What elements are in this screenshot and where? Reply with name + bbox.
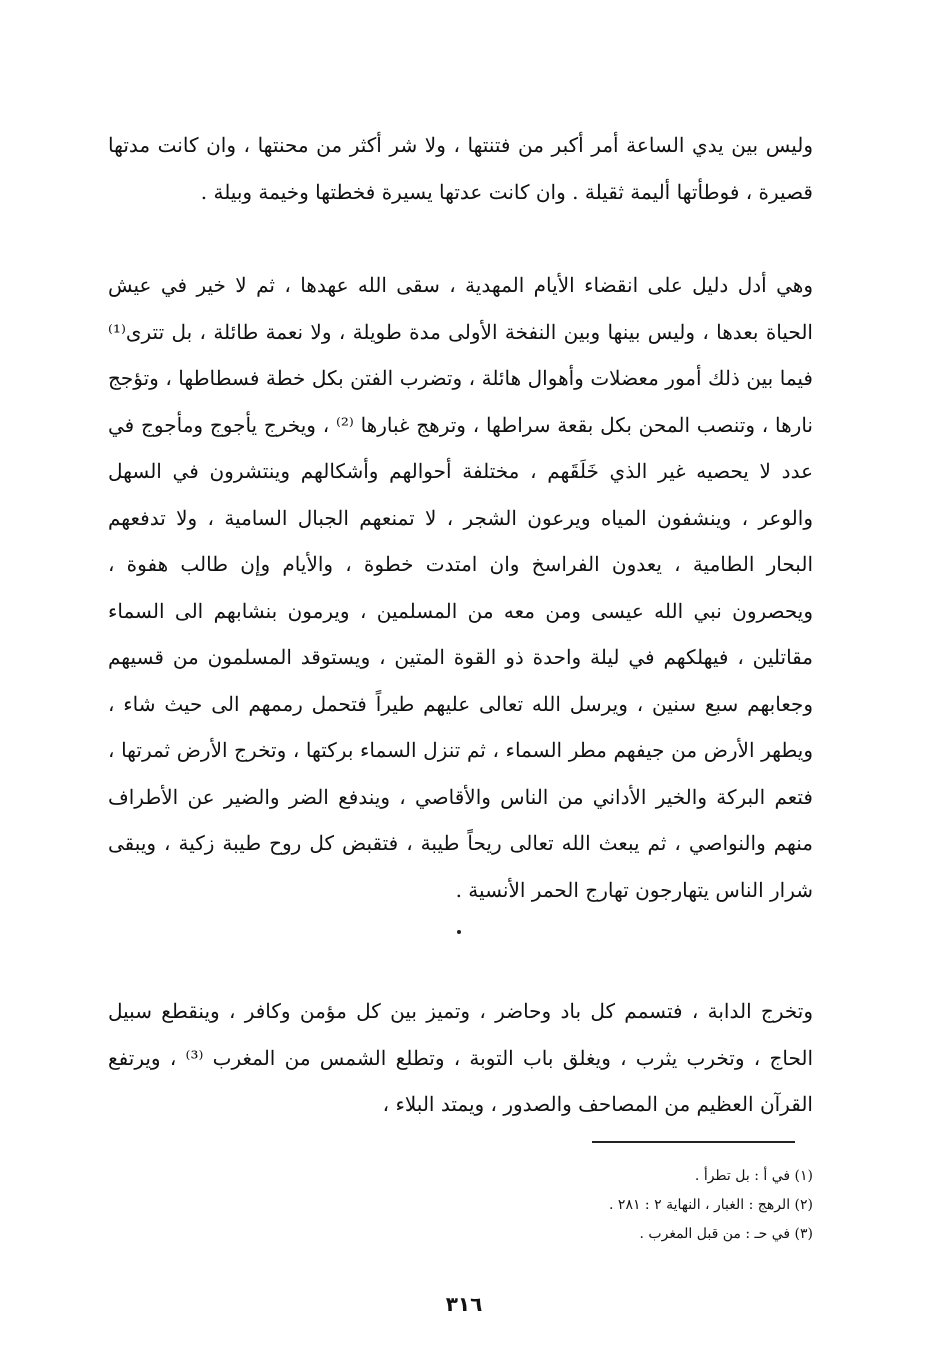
ink-dot <box>457 930 461 934</box>
footnote-2: (٢) الرهج : الغبار ، النهاية ٢ : ٢٨١ . <box>609 1197 813 1213</box>
paragraph-3 <box>108 988 813 1128</box>
footnotes <box>420 1162 813 1249</box>
paragraph-2-text: وهي أدل دليل على انقضاء الأيام المهدية ، سقى الله عهدها ، ثم لا خير في عيش الحياة بعدها ، وليس بينها وبين النفخة الأولى مدة طويلة ، ولا نعمة طائلة ، بل تترى⁽¹⁾ فيما بين ذلك أمور معضلات وأهوال هائلة ، وتضرب الفتن بكل خطة فسطاطها ، وتؤجج نارها ، وتنصب المحن بكل بقعة سراطها ، وترهج غبارها ⁽²⁾ ، ويخرج يأجوج ومأجوج في عدد لا يحصيه غير الذي خَلَقَهم ، مختلفة أحوالهم وأشكالهم وينتشرون في السهل والوعر ، وينشفون المياه ويرعون الشجر ، لا تمنعهم الجبال السامية ، ولا تدفعهم البحار الطامية ، يعدون الفراسخ وان امتدت خطوة ، والأيام وإن طالب هفوة ، ويحصرون نبي الله عيسى ومن معه من المسلمين ، ويرمون بنشابهم الى السماء مقاتلين ، فيهلكهم في ليلة واحدة ذو القوة المتين ، ويستوقد المسلمون من قسيهم وجعابهم سبع سنين ، ويرسل الله تعالى عليهم طيراً فتحمل رممهم الى حيث شاء ، ويطهر الأرض من جيفهم مطر السماء ، ثم تنزل السماء بركتها ، وتخرج الأرض ثمرتها ، فتعم البركة والخير الأداني من الناس والأقاصي ، ويندفع الضر والضير عن الأطراف منهم والنواصي ، ثم يبعث الله تعالى ريحاً طيبة ، فتقبض كل روح طيبة زكية ، ويبقى شرار الناس يتهارجون تهارج الحمر الأنسية . <box>108 273 813 902</box>
footnote-3: (٣) في حـ : من قبل المغرب . <box>639 1226 813 1242</box>
footnote-1: (١) في أ : بل تطرأ . <box>694 1168 813 1184</box>
paragraph-1-text: وليس بين يدي الساعة أمر أكبر من فتنتها ، ولا شر أكثر من محنتها ، وان كانت مدتها قصيرة ، فوطأتها أليمة ثقيلة . وان كانت عدتها يسيرة فخطتها وخيمة وبيلة . <box>108 133 813 204</box>
footnote-divider <box>592 1141 795 1143</box>
page-number: ٣١٦ <box>445 1292 483 1316</box>
paragraph-2 <box>108 262 813 913</box>
paragraph-1 <box>108 122 813 215</box>
paragraph-3-text: وتخرج الدابة ، فتسمم كل باد وحاضر ، وتميز بين كل مؤمن وكافر ، وينقطع سبيل الحاج ، وتخرب يثرب ، ويغلق باب التوبة ، وتطلع الشمس من المغرب ⁽³⁾ ، ويرتفع القرآن العظيم من المصاحف والصدور ، ويمتد البلاء ، <box>108 999 814 1116</box>
